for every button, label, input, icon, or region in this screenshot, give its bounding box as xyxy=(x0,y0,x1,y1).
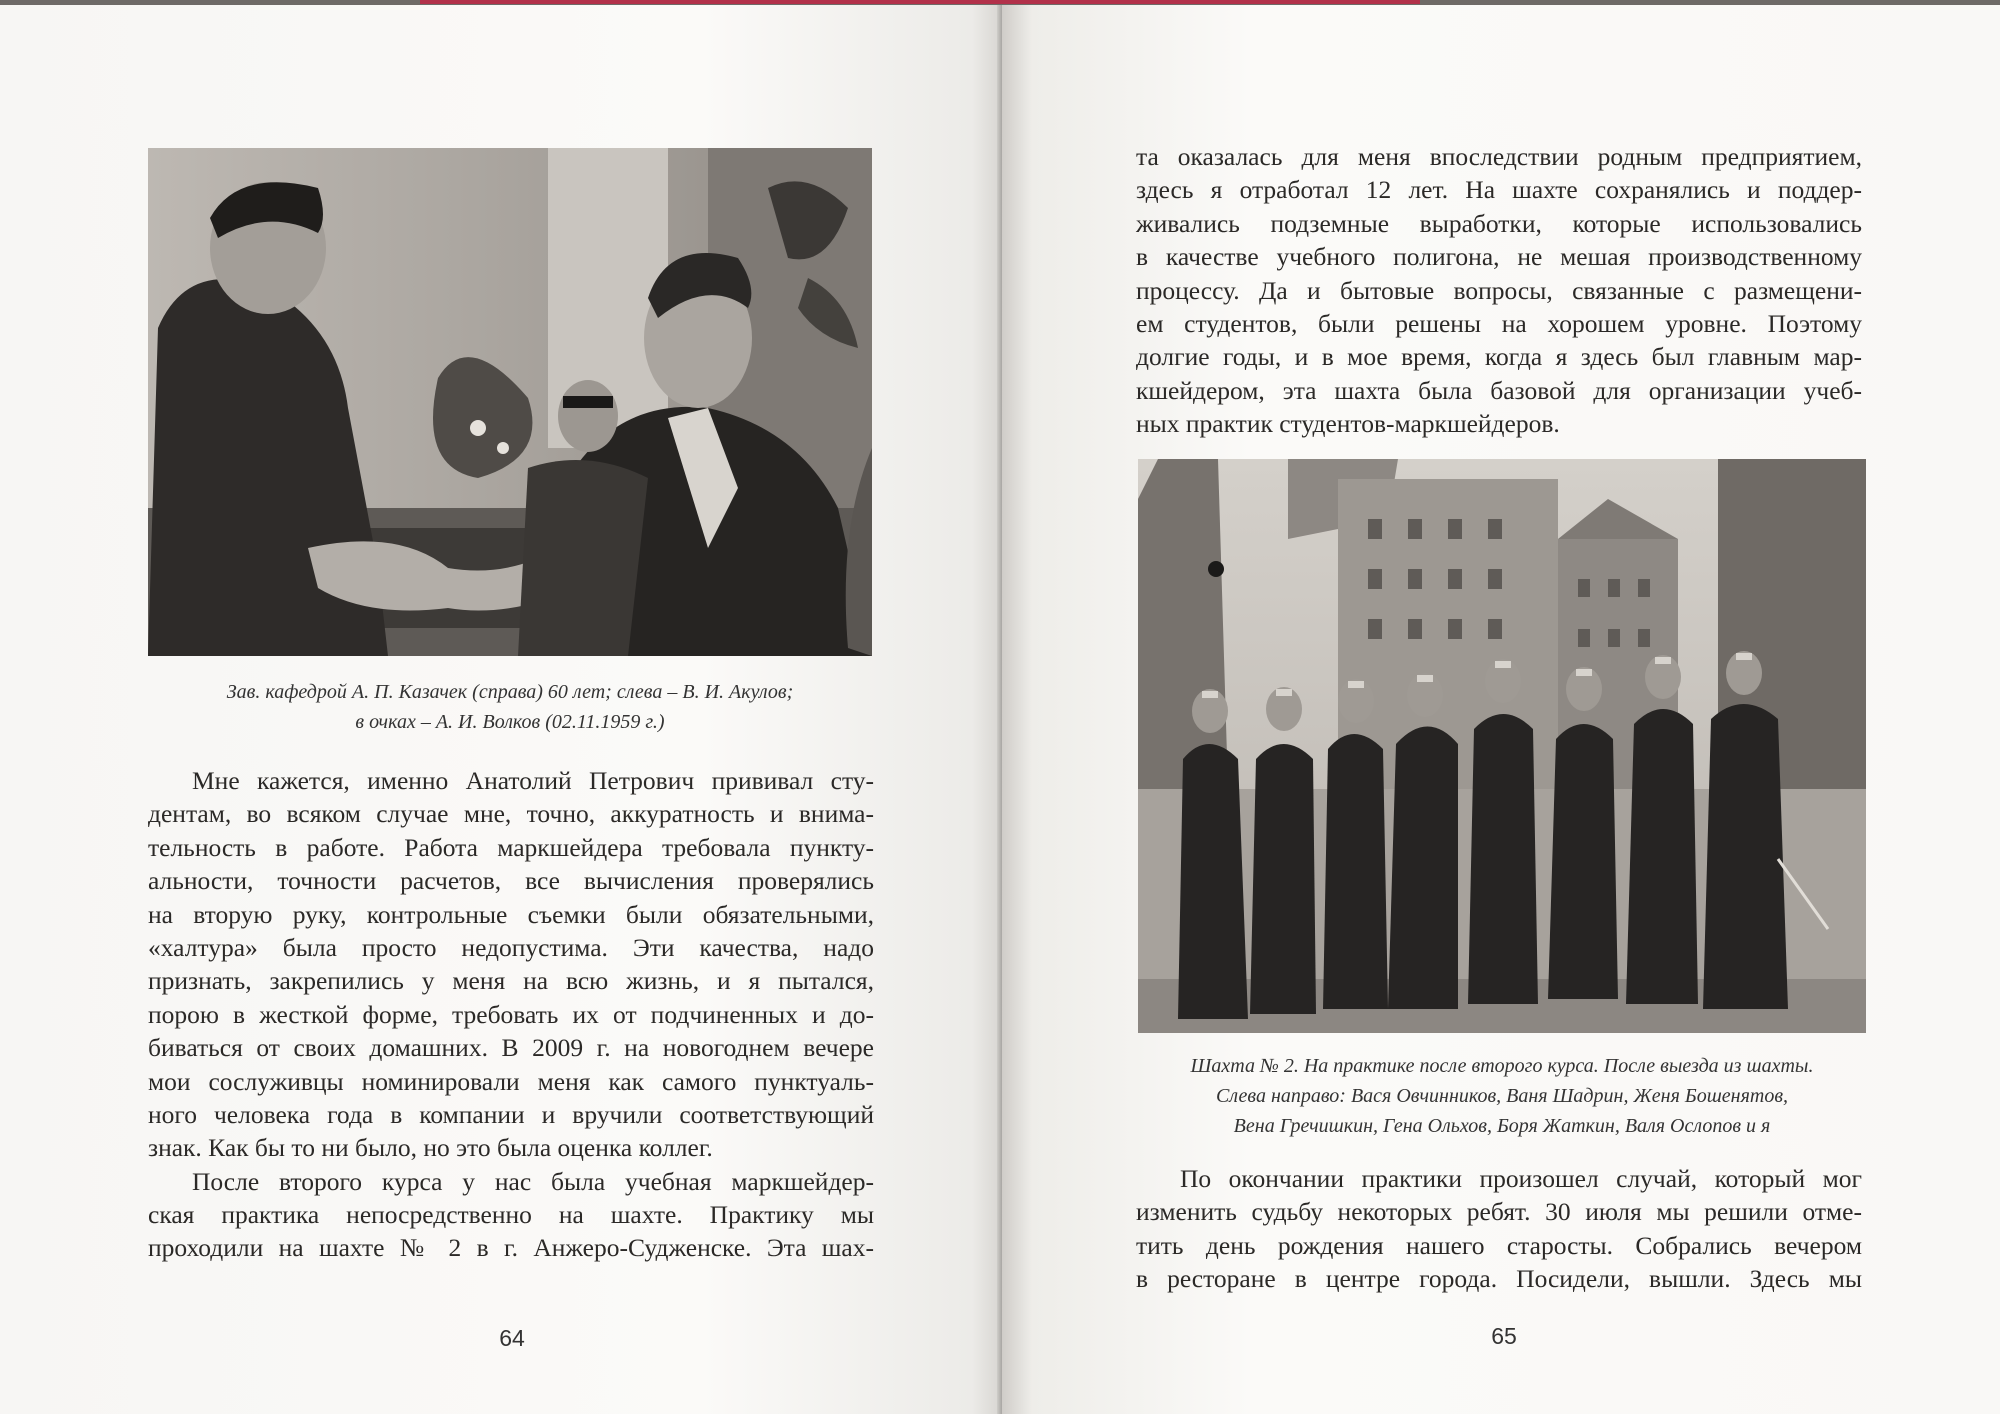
text-line: проходили на шахте № 2 в г. Анжеро-Судженске. Эта шах- xyxy=(148,1233,874,1263)
caption-line: в очках – А. И. Волков (02.11.1959 г.) xyxy=(355,711,665,733)
photo-miners-group xyxy=(1138,459,1866,1033)
body-text-bottom xyxy=(1136,1162,1862,1296)
text-line: тить день рождения нашего старосты. Собрались вечером xyxy=(1136,1230,1862,1260)
text-line: та оказалась для меня впоследствии родным предприятием, xyxy=(1136,142,1862,171)
top-accent-strip xyxy=(420,0,1420,4)
text-line: ных практик студентов-маркшейдеров. xyxy=(1136,409,1560,439)
text-line: на вторую руку, контрольные съемки были обязательными, xyxy=(148,899,874,929)
text-line: мои сослуживцы номинировали меня как самого пунктуаль- xyxy=(148,1066,874,1096)
text-line: биваться от своих домашних. В 2009 г. на новогоднем вечере xyxy=(148,1033,874,1063)
text-line: признать, закрепились у меня на всю жизнь, и я пытался, xyxy=(148,966,874,996)
text-line: знак. Как бы то ни было, но это была оценка коллег. xyxy=(148,1133,713,1163)
caption-line: Слева направо: Вася Овчинников, Ваня Шадрин, Женя Бошенятов, xyxy=(1215,1085,1789,1107)
text-line: здесь я отработал 12 лет. На шахте сохранялись и поддер- xyxy=(1136,175,1862,205)
text-line: ного человека года в компании и вручили соответствующий xyxy=(148,1099,874,1129)
photo-handshake-icon xyxy=(148,148,872,656)
right-page xyxy=(1002,5,2000,1414)
text-line: тельность в работе. Работа маркшейдера требовала пункту- xyxy=(148,832,874,862)
photo-miners-group-icon xyxy=(1138,459,1866,1033)
text-line: изменить судьбу некоторых ребят. 30 июля мы решили отме- xyxy=(1136,1197,1862,1227)
page-number: 65 xyxy=(1491,1323,1517,1349)
page-number: 64 xyxy=(499,1325,525,1351)
caption-line: Зав. кафедрой А. П. Казачек (справа) 60 лет; слева – В. И. Акулов; xyxy=(226,681,794,703)
photo-handshake xyxy=(148,148,872,656)
text-line: в ресторане в центре города. Посидели, вышли. Здесь мы xyxy=(1136,1264,1862,1294)
text-line: Мне кажется, именно Анатолий Петрович прививал сту- xyxy=(192,766,874,795)
text-line: ем студентов, были решены на хорошем уровне. Поэтому xyxy=(1136,308,1862,338)
body-text xyxy=(148,764,874,1265)
caption-line: Вена Гречишкин, Гена Ольхов, Боря Жаткин, Валя Ослопов и я xyxy=(1233,1115,1771,1137)
text-line: долгие годы, и в мое время, когда я здесь был главным мар- xyxy=(1136,342,1862,372)
text-line: «халтура» была просто недопустима. Эти качества, надо xyxy=(148,932,874,962)
photo-caption xyxy=(148,677,872,737)
text-line: По окончании практики произошел случай, который мог xyxy=(1180,1164,1862,1193)
text-line: процессу. Да и бытовые вопросы, связанные с размещени- xyxy=(1136,275,1862,305)
text-line: альности, точности расчетов, все вычисления проверялись xyxy=(148,866,874,896)
text-line: живались подземные выработки, которые использовались xyxy=(1136,208,1862,238)
text-line: ская практика непосредственно на шахте. Практику мы xyxy=(148,1200,874,1230)
text-line: кшейдером, эта шахта была базовой для организации учеб- xyxy=(1136,375,1862,405)
text-line: После второго курса у нас была учебная маркшейдер- xyxy=(192,1166,874,1196)
body-text-top xyxy=(1136,140,1862,441)
text-line: в качестве учебного полигона, не мешая производственному xyxy=(1136,242,1862,272)
text-line: дентам, во всяком случае мне, точно, аккуратность и внима- xyxy=(148,799,874,829)
text-line: порою в жесткой форме, требовать их от подчиненных и до- xyxy=(148,999,874,1029)
photo-caption xyxy=(1138,1051,1866,1141)
left-page xyxy=(0,5,1002,1414)
caption-line: Шахта № 2. На практике после второго курса. После выезда из шахты. xyxy=(1190,1055,1814,1077)
